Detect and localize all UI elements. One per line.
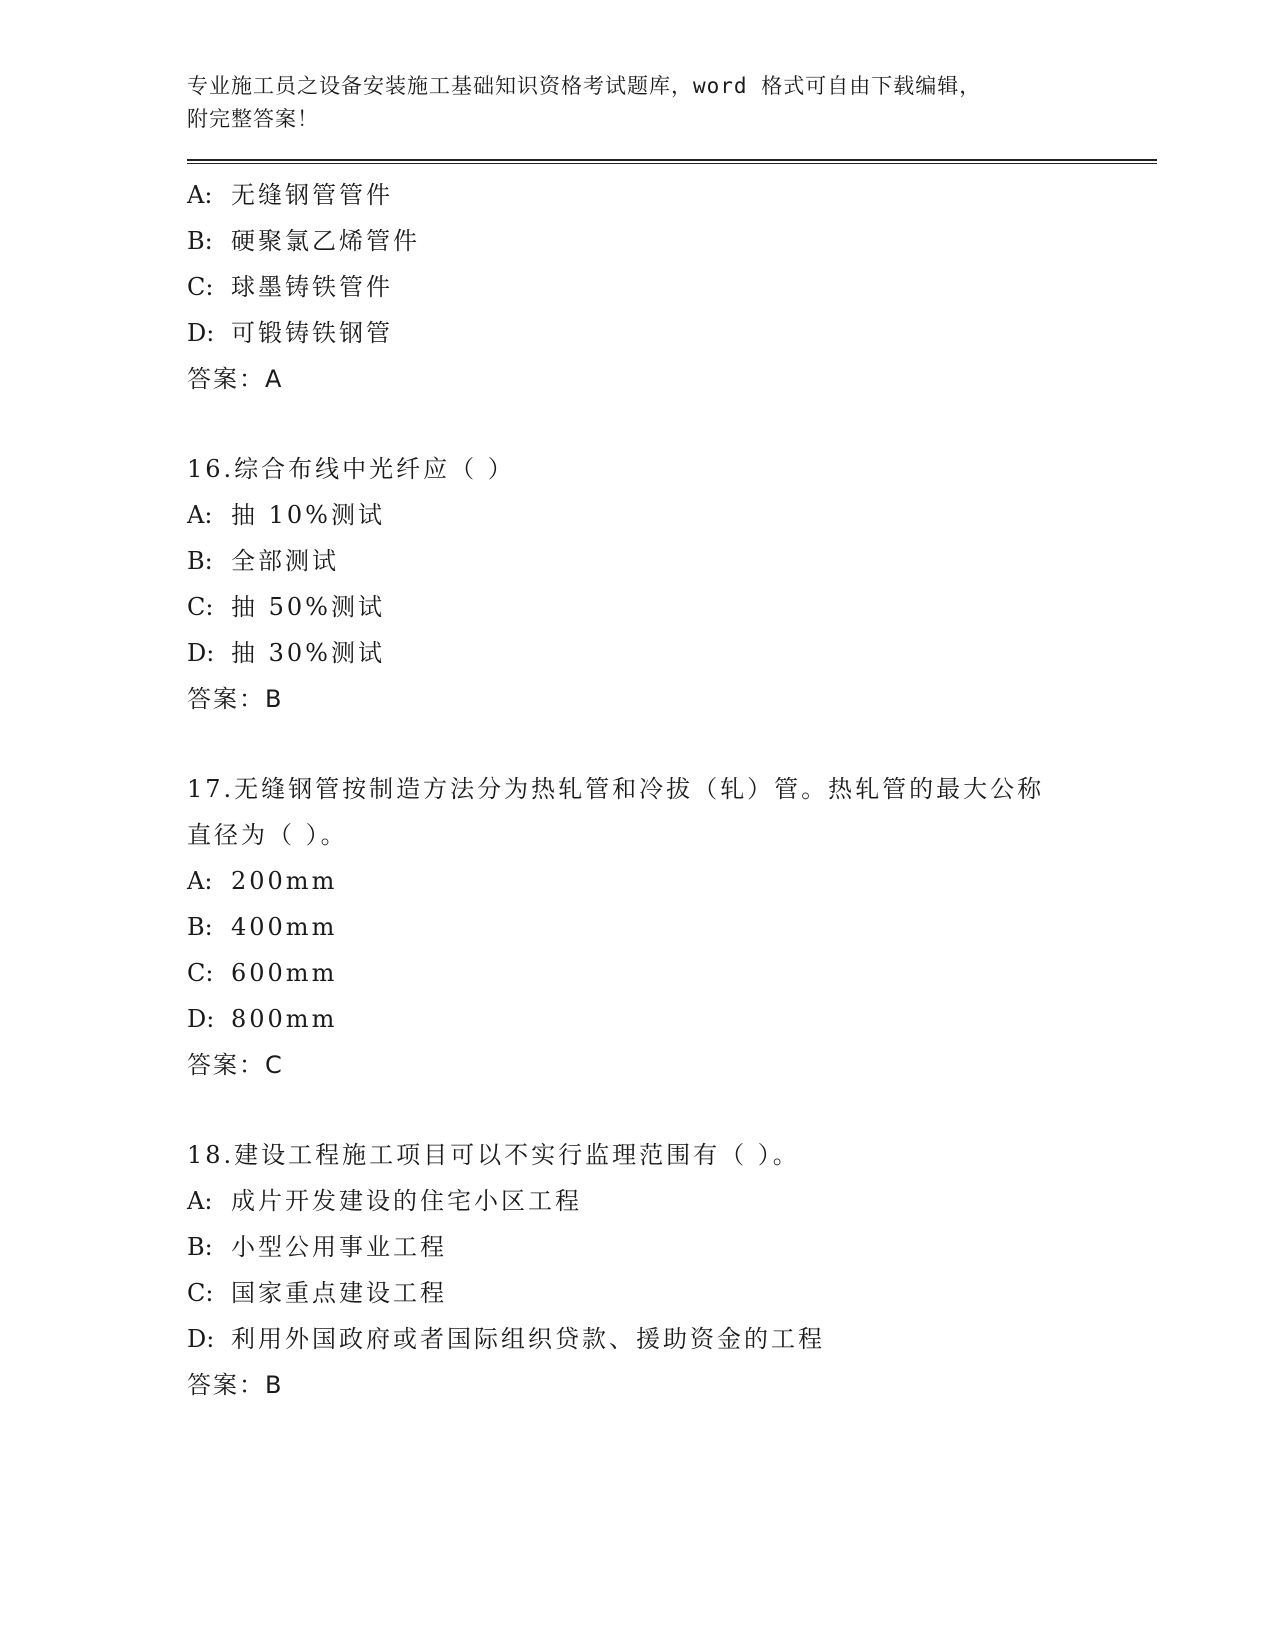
option-a: A: 无缝钢管管件 bbox=[187, 181, 393, 209]
question-block bbox=[187, 172, 1157, 402]
header-line-2: 附完整答案！ bbox=[187, 107, 319, 131]
option-d: D: 800mm bbox=[187, 1005, 338, 1033]
question-block bbox=[187, 446, 1157, 722]
question-block bbox=[187, 1132, 1157, 1408]
document-page bbox=[187, 70, 1157, 1408]
answer-line: 答案：A bbox=[187, 365, 284, 393]
answer-line: 答案：B bbox=[187, 685, 284, 713]
option-c: C: 抽 50%测试 bbox=[187, 593, 385, 621]
option-b: B: 全部测试 bbox=[187, 547, 339, 575]
option-d: D: 利用外国政府或者国际组织贷款、援助资金的工程 bbox=[187, 1325, 825, 1353]
option-b: B: 小型公用事业工程 bbox=[187, 1233, 447, 1261]
question-text: 16.综合布线中光纤应（ ） bbox=[187, 455, 515, 483]
option-a: A: 成片开发建设的住宅小区工程 bbox=[187, 1187, 582, 1215]
option-c: C: 球墨铸铁管件 bbox=[187, 273, 393, 301]
option-a: A: 200mm bbox=[187, 867, 338, 895]
question-block bbox=[187, 766, 1157, 1088]
header-line-1: 专业施工员之设备安装施工基础知识资格考试题库，word 格式可自由下载编辑， bbox=[187, 74, 982, 98]
header-divider bbox=[187, 159, 1157, 164]
question-text: 17.无缝钢管按制造方法分为热轧管和冷拔（轧）管。热轧管的最大公称直径为（ ）。 bbox=[187, 775, 1045, 849]
option-b: B: 硬聚氯乙烯管件 bbox=[187, 227, 420, 255]
option-d: D: 抽 30%测试 bbox=[187, 639, 385, 667]
question-text: 18.建设工程施工项目可以不实行监理范围有（ ）。 bbox=[187, 1141, 800, 1169]
answer-line: 答案：B bbox=[187, 1371, 284, 1399]
option-c: C: 600mm bbox=[187, 959, 338, 987]
option-a: A: 抽 10%测试 bbox=[187, 501, 385, 529]
option-b: B: 400mm bbox=[187, 913, 338, 941]
option-d: D: 可锻铸铁钢管 bbox=[187, 319, 393, 347]
header-note bbox=[187, 70, 1157, 136]
answer-line: 答案：C bbox=[187, 1051, 284, 1079]
option-c: C: 国家重点建设工程 bbox=[187, 1279, 447, 1307]
